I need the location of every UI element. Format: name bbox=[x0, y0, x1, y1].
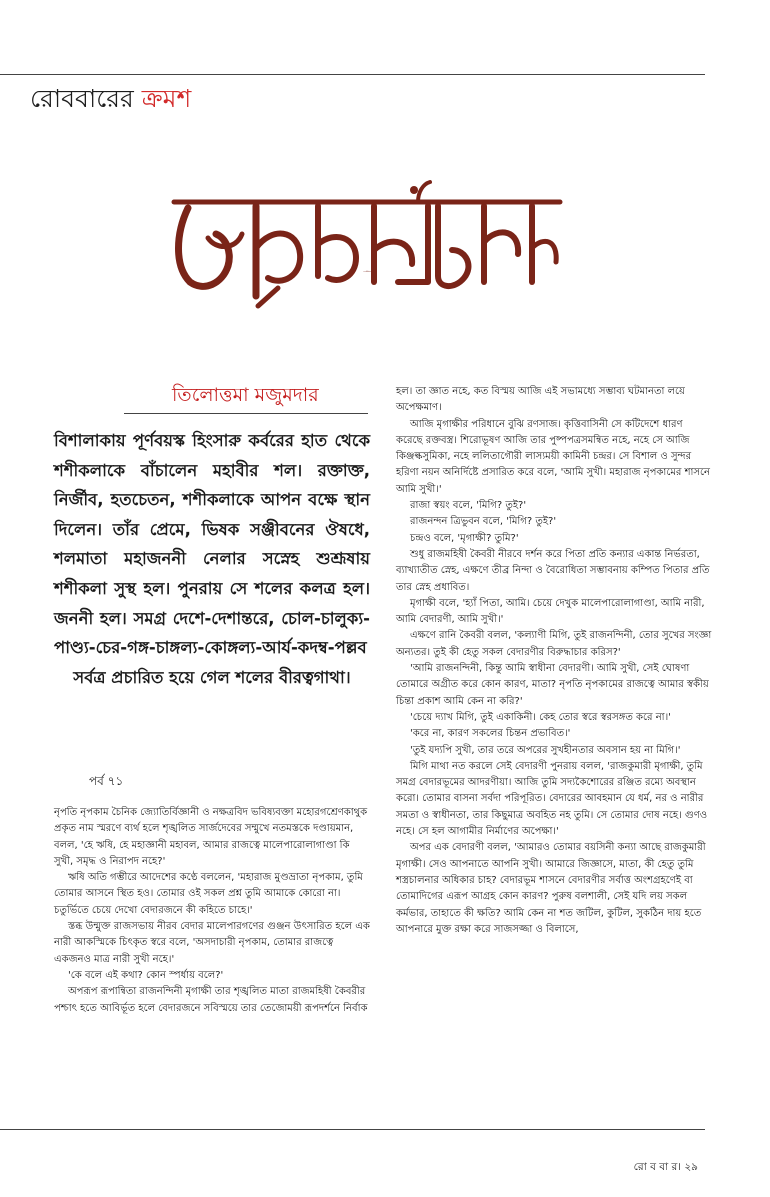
part-number: পর্ব ৭১ bbox=[89, 774, 124, 788]
title-text: হৃদয়মঙ্গল bbox=[363, 271, 371, 273]
left-paragraph: অপরূপ রূপান্বিতা রাজনন্দিনী মৃগাক্ষী তার শৃঙ্খলিত মাতা রাজমহিষী কৈবরীর পশ্চাৎ হতে আবির্ভূত হলে বেদারজনে সবিস্ময়ে তার তেজোময়ী রূপদর্শনে নির্বাক bbox=[54, 986, 368, 1014]
right-paragraph: আজি মৃগাক্ষীর পরিধানে বুঝি রণসাজ। কৃত্তিবাসিনী সে কটিদেশে ধারণ করেছে রক্তবস্ত্র। শিরোভূষণ আজি তার পুষ্পপত্রসমন্বিত নহে, নহে সে আজি কিঞ্জল্কসুমিকা, নহে ললিতাগৌরী লাস্যময়ী কামিনী চন্দ্রর। সে বিশাল ও সুন্দর হরিণা নয়ন অনির্দিষ্টে প্রসারিত করে বলে, 'আমি সুখী। মহারাজ নৃপকামের শাসনে আমি সুখী।' bbox=[396, 418, 710, 495]
right-paragraph: মৃগাক্ষী বলে, 'হ্যাঁ পিতা, আমি। চেয়ে দেখুক মালেপারোলাগাণ্ডা, আমি নারী, আমি বেদারণী, আমি সুখী।' bbox=[396, 597, 705, 626]
page-folio: রো ব বা র। ২৯ bbox=[633, 1161, 698, 1173]
right-paragraph: রাজা স্বয়ং বলে, 'মিগি? তুই?' bbox=[410, 500, 527, 512]
right-paragraph: রাজনন্দন ত্রিভুবন বলে, 'মিগি? তুই?' bbox=[410, 516, 557, 528]
title-logo bbox=[168, 178, 566, 310]
right-paragraph: হল। তা জ্ঞাত নহে, কত বিস্ময় আজি এই সভামধ্যে সম্ভাব্য ঘটমানতা লয়ে অপেক্ষমাণ। bbox=[396, 386, 685, 414]
right-paragraph: অপর এক বেদারণী বলল, 'আমারও তোমার বয়সিনী কন্যা আছে রাজকুমারী মৃগাক্ষী। সেও আপনাতে আপনি সুখী। আমারে জিজ্ঞাসে, মাতা, কী হেতু তুমি শস্ত্রচালনার অধিকার চাহ? বেদারভূম শাসনে বেদারণীর সর্বাত্ত অংশগ্রহণেই বা তোমাদিগের এরূপ আগ্রহ কোন কারণ? পুরুষ বলশালী, সেই যদি লয় সকল কর্মভার, তাহাতে কী ক্ষতি? আমি কেন না শত জটিল, কুটিল, সুকঠিন দায় হতে আপনারে মুক্ত রক্ষা করে সাজসজ্জা ও বিলাসে, bbox=[396, 842, 706, 935]
right-column bbox=[396, 384, 712, 938]
right-paragraph: চন্দ্রও বলে, 'মৃগাক্ষী? তুমি?' bbox=[410, 532, 519, 544]
author-name: তিলোত্তমা মজুমদার bbox=[172, 384, 319, 406]
section-header-highlight: ক্রমশ bbox=[141, 84, 192, 113]
left-paragraph: ঋষি অতি গম্ভীরে আদেশের কণ্ঠে বললেন, 'মহারাজ মুণ্ডভ্রাতা নৃপকাম, তুমি তোমার আসনে স্থিত হও। তোমার ওই সকল প্রশ্ন তুমি আমাকে কোরো না। চতুর্ভিতে চেয়ে দেখো বেদারজনে কী কহিতে চাহে।' bbox=[54, 872, 363, 916]
title-logo-art bbox=[168, 178, 566, 310]
section-header-prefix: রোববারের bbox=[30, 84, 142, 113]
right-paragraph: মিগি মাথা নত করলে সেই বেদারণী পুনরায় বলল, 'রাজকুমারী মৃগাক্ষী, তুমি সমগ্র বেদারভূমের আদরণীয়া। আজি তুমি সদ্যকৈশোরের রঞ্জিত রম্যে অবস্থান করো। তোমার বাসনা সর্বদা পরিপূরিত। বেদারের আবহমান যে ধর্ম, নর ও নারীর সমতা ও স্বাধীনতা, তার কিছুমাত্র অবহিত নহ তুমি। সে তোমার দোষ নহে। গুণও নহে। সে হল আগামীর নির্মাণের অপেক্ষা।' bbox=[396, 760, 708, 838]
right-paragraph: 'করে না, কারণ সকলের চিন্তন প্রভাবিত।' bbox=[410, 728, 571, 740]
right-paragraph: 'চেয়ে দ্যাখ মিগি, তুই একাকিনী। কেহ তোর স্বরে স্বরসঙ্গত করে না।' bbox=[410, 711, 671, 723]
right-paragraph: 'তুই যদ্যপি সুখী, তার তরে অপরের সুখহীনতার অবসান হয় না মিগি।' bbox=[410, 744, 681, 756]
left-paragraph: নৃপতি নৃপকাম চৈনিক জ্যোতির্বিজ্ঞানী ও নক্ষত্রবিদ ভবিষ্যবক্তা মহোরগশ্রেণকাথুক প্রকৃত নাম স্মরণে ব্যর্থ হলে শৃঙ্খলিত সার্জদেবের সম্মুখে নতমস্তকে দণ্ডায়মান, বলল, 'হে ঋষি, হে মহাজ্ঞানী মহাবল, আমার রাজত্বে মালেপারোলাগাণ্ডা কি সুখী, সমৃদ্ধ ও নিরাপদ নহে?' bbox=[54, 807, 368, 867]
section-header bbox=[30, 82, 191, 116]
right-paragraph: এক্ষণে রানি কৈবরী বলল, 'কল্যাণী মিগি, তুই রাজনন্দিনী, তোর সুখের সংজ্ঞা অন্যতর। তুই কী হেতু সকল বেদারণীর বিরুদ্ধাচার করিস?' bbox=[396, 630, 712, 658]
top-rule bbox=[0, 74, 705, 75]
teaser-summary: বিশালাকায় পূর্ণবয়স্ক হিংসারু কর্বরের হাত থেকে শশীকলাকে বাঁচালেন মহাবীর শল। রক্তাক্ত, নির্জীব, হতচেতন, শশীকলাকে আপন বক্ষে স্থান দিলেন। তাঁর প্রেমে, ভিষক সঞ্জীবনের ঔষধে, শলমাতা মহাজননী নেলার সস্নেহ শুশ্রূষায় শশীকলা সুস্থ হল। পুনরায় সে শলের কলত্র হল। জননী হল। সমগ্র দেশে-দেশান্তরে, চোল-চালুক্য-পাণ্ড্য-চের-গঙ্গ-চাঙ্গল্য-কোঙ্গল্য-আর্য-কদম্ব-পল্লব সর্বত্র প্রচারিত হয়ে গেল শলের বীরত্বগাথা। bbox=[54, 431, 370, 687]
left-column bbox=[54, 805, 370, 1017]
author-rule bbox=[124, 413, 368, 414]
right-paragraph: শুধু রাজমহিষী কৈবরী নীরবে দর্শন করে পিতা প্রতি কন্যার একান্ত নির্ভরতা, ব্যাখ্যাতীত স্নেহ, এক্ষণে তীব্র নিন্দা ও বৈরোধিতা সম্ভাবনায় কম্পিত পিতার প্রতি তার স্নেহ প্রধাবিত। bbox=[396, 548, 710, 593]
left-paragraph: স্তব্ধ উন্মুক্ত রাজসভায় নীরব বেদার মালেপারগণের গুঞ্জন উৎসারিত হলে এক নারী আকস্মিকে চিৎকৃত স্বরে বলে, 'অসদাচারী নৃপকাম, তোমার রাজত্বে একজনও মাত্র নারী সুখী নহে।' bbox=[54, 921, 370, 965]
left-paragraph: 'কে বলে এই কথা? কোন স্পর্ধায় বলে?' bbox=[68, 969, 224, 981]
right-paragraph: 'আমি রাজনন্দিনী, কিন্তু আমি স্বাধীনা বেদারণী। আমি সুখী, সেই ঘোষণা তোমারে অগ্রীত করে কোন কারণ, মাতা? নৃপতি নৃপকামের রাজত্বে আমার স্বকীয় চিন্তা প্রকাশ আমি কেন না করি?' bbox=[396, 663, 709, 707]
bottom-rule bbox=[0, 1129, 705, 1130]
